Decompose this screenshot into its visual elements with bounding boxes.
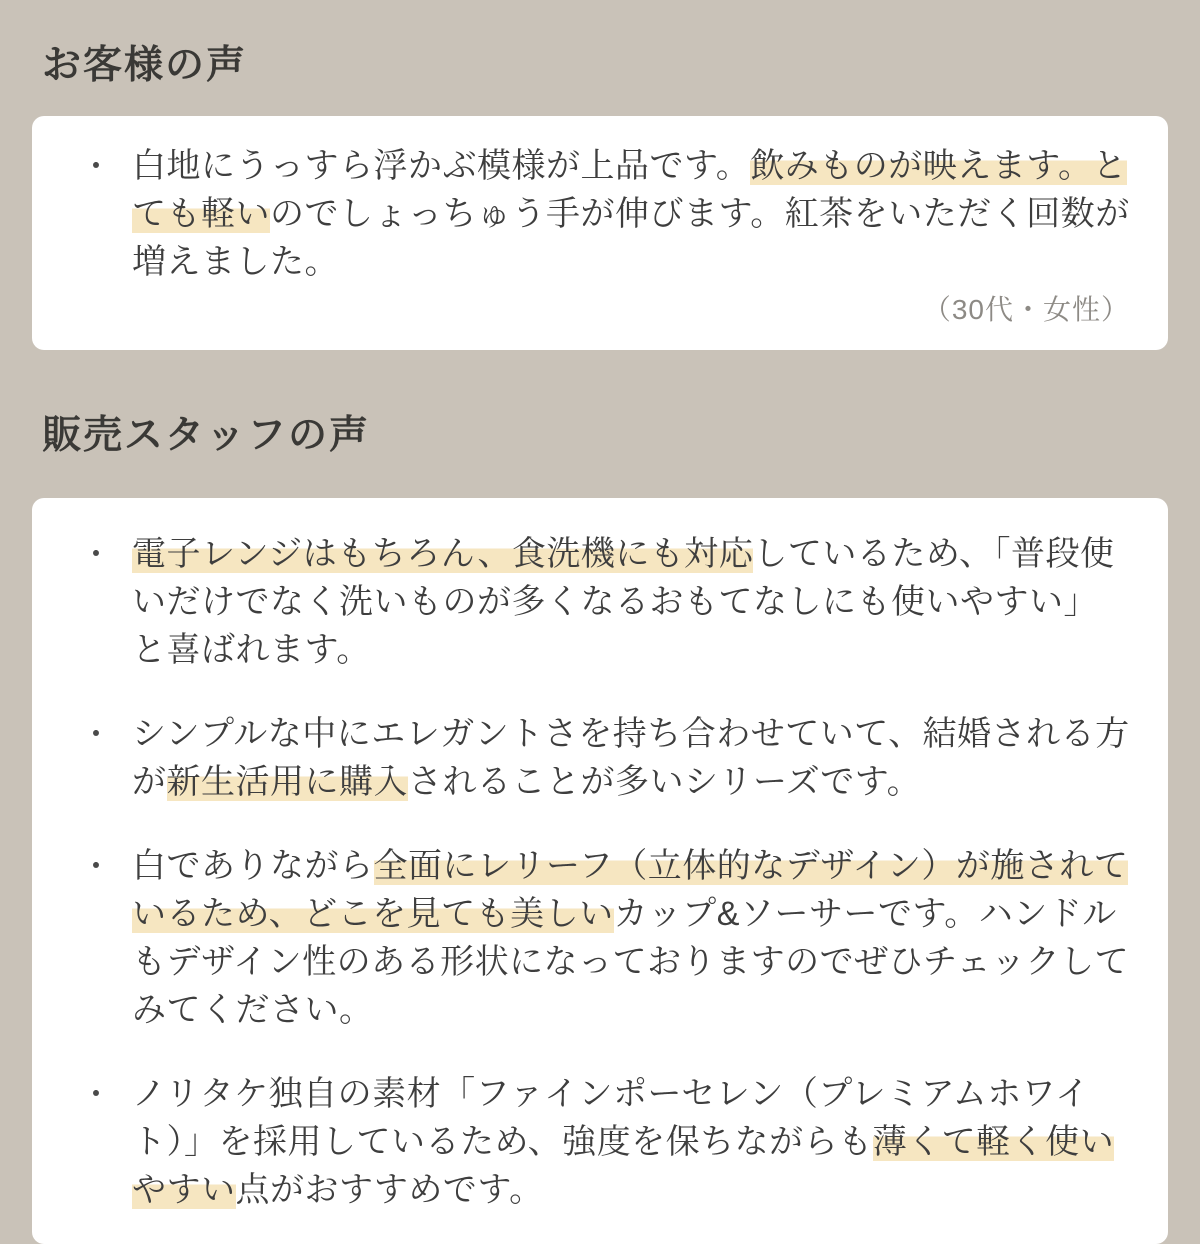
highlighted-text: 薄くて軽く使いやすい	[132, 1123, 1115, 1209]
plain-text: 白地にうっすら浮かぶ模様が上品です。	[132, 147, 751, 185]
staff-comment-list	[70, 530, 1130, 1214]
highlighted-text: 新生活用に購入	[166, 763, 408, 801]
plain-text: されることが多いシリーズです。	[408, 763, 922, 801]
highlighted-text: 飲みものが映えます。とても軽い	[132, 147, 1128, 233]
staff-voice-heading: 販売スタッフの声	[42, 414, 371, 457]
staff-voice-card	[32, 498, 1168, 1244]
highlighted-text: 電子レンジはもちろん、食洗機にも対応	[132, 535, 754, 573]
highlighted-text: 全面にレリーフ（立体的なデザイン）が施されているため、どこを見ても美しい	[132, 847, 1129, 933]
plain-text: 白でありながら	[132, 847, 374, 885]
plain-text: シンプルな中にエレガントさを持ち合わせていて、結婚される方が	[132, 715, 1130, 801]
voice-list-item	[70, 1070, 1130, 1214]
bullet-icon: ・	[80, 716, 113, 752]
customer-voice-heading: お客様の声	[42, 44, 248, 87]
plain-text: カップ&ソーサーです。ハンドルもデザイン性のある形状になっておりますのでぜひチェックしてみてください。	[132, 895, 1130, 1029]
voice-list-item	[70, 842, 1130, 1034]
customer-voice-card	[32, 116, 1168, 350]
voice-list-item	[70, 530, 1130, 674]
bullet-icon: ・	[80, 148, 113, 184]
bullet-icon: ・	[80, 848, 113, 884]
bullet-icon: ・	[80, 1076, 113, 1112]
bullet-icon: ・	[80, 536, 113, 572]
plain-text: しているため、「普段使いだけでなく洗いものが多くなるおもてなしにも使いやすい」と喜ばれます。	[132, 535, 1115, 669]
voice-list-item	[70, 710, 1130, 806]
plain-text: のでしょっちゅう手が伸びます。紅茶をいただく回数が増えました。	[132, 195, 1130, 281]
voice-list-item	[70, 142, 1130, 286]
voice-item-text	[132, 1070, 1130, 1214]
voice-item-text	[132, 142, 1130, 286]
reviewer-attribution: （30代・女性）	[922, 294, 1130, 325]
customer-review-list	[70, 142, 1130, 286]
voice-item-text	[132, 842, 1130, 1034]
plain-text: ノリタケ独自の素材「ファインポーセレン（プレミアムホワイト）」を採用しているため、強度を保ちながらも	[132, 1075, 1090, 1161]
plain-text: 点がおすすめです。	[235, 1171, 544, 1209]
voice-item-text	[132, 530, 1130, 674]
voice-item-text	[132, 710, 1130, 806]
